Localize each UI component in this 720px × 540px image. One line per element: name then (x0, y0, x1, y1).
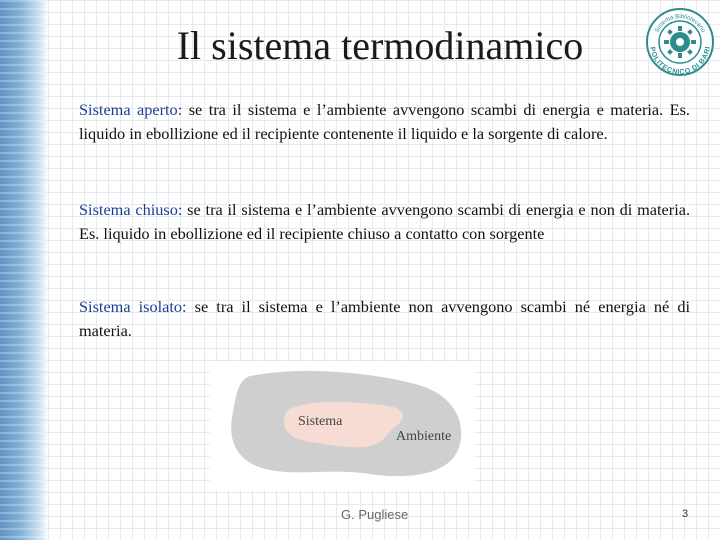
definition-open-text: se tra il sistema e l’ambiente avvengono scambi di energia e materia. Es. liquido in ebollizione ed il recipiente contenente il liquido e la sorgente di calore. (79, 100, 691, 143)
system-environment-diagram (210, 362, 474, 490)
decorative-left-band (0, 0, 48, 540)
definition-isolated-text: se tra il sistema e l’ambiente non avvengono scambi né energia né di materia. (79, 297, 691, 340)
environment-label: Ambiente (396, 429, 452, 444)
term-closed-system: Sistema chiuso: (79, 200, 183, 219)
page-number: 3 (682, 508, 689, 520)
definition-open-system (79, 98, 690, 146)
definition-closed-text: se tra il sistema e l’ambiente avvengono scambi di energia e non di materia. Es. liquido in ebollizione ed il recipiente chiuso a contatto con sorgente (79, 200, 691, 243)
slide-title: Il sistema termodinamico (176, 23, 584, 68)
term-isolated-system: Sistema isolato: (79, 297, 187, 316)
term-open-system: Sistema aperto: (79, 100, 183, 119)
definition-closed-system (79, 198, 690, 246)
logo-text-bottom: POLITECNICO DI BARI (648, 46, 712, 77)
logo-text-top: Sistema Bibliotecario (654, 13, 706, 34)
system-label: Sistema (298, 414, 343, 429)
definition-isolated-system (79, 295, 690, 343)
logo-seal-icon (644, 6, 716, 78)
footer-author: G. Pugliese (341, 507, 409, 522)
